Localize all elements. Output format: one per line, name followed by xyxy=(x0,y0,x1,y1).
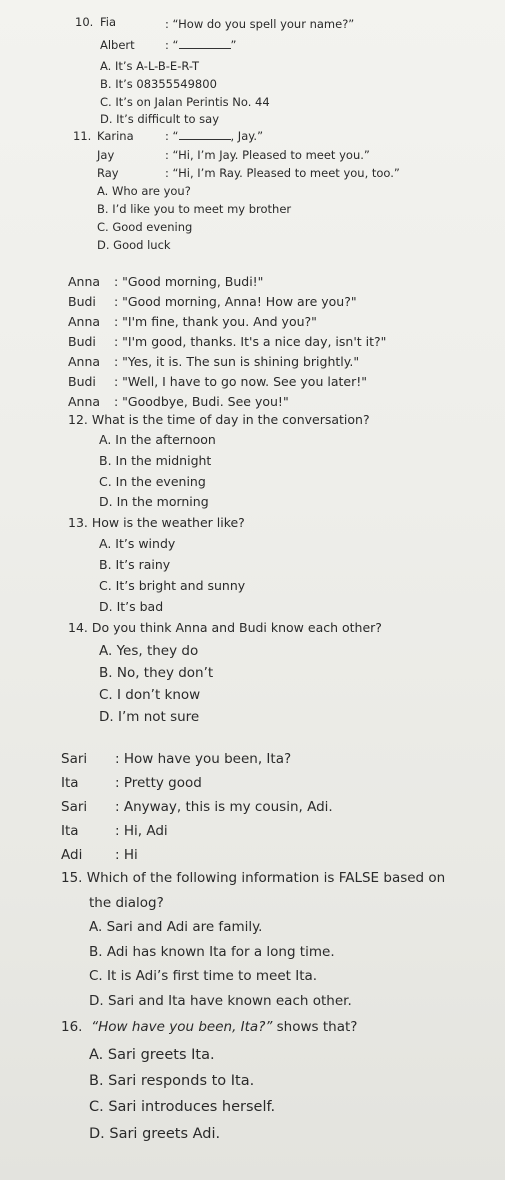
option-d: D. Good luck xyxy=(97,238,171,252)
question-text: 12. What is the time of day in the conversation? xyxy=(68,412,370,427)
speaker-label: Albert xyxy=(100,38,135,52)
speaker-label: Anna xyxy=(68,274,101,289)
dialog-line: : Pretty good xyxy=(115,775,202,791)
question-quote: “How have you been, Ita?” xyxy=(91,1019,273,1035)
question-number: 11. xyxy=(73,129,92,143)
option-a: A. Sari greets Ita. xyxy=(89,1047,215,1063)
speaker-label: Fia xyxy=(100,15,117,29)
speaker-label: Budi xyxy=(68,374,96,389)
question-text: 15. Which of the following information is FALSE based on xyxy=(61,870,446,886)
question-number: 10. xyxy=(75,15,94,29)
dialog-line-blank: : “ ” xyxy=(165,38,237,52)
dialog-line-blank: : “ , Jay.” xyxy=(165,129,264,143)
option-c: C. I don’t know xyxy=(99,687,201,703)
dialog-line: : “Hi, I’m Ray. Pleased to meet you, too.” xyxy=(165,166,400,180)
option-b: B. Adi has known Ita for a long time. xyxy=(89,944,335,960)
option-d: D. Sari greets Adi. xyxy=(89,1126,221,1142)
option-c: C. It is Adi’s first time to meet Ita. xyxy=(89,968,318,984)
speaker-label: Budi xyxy=(68,294,96,309)
speaker-label: Budi xyxy=(68,334,96,349)
speaker-label: Anna xyxy=(68,354,101,369)
option-d: D. In the morning xyxy=(99,494,209,509)
question-text: 13. How is the weather like? xyxy=(68,515,245,530)
speaker-label: Ita xyxy=(61,775,79,791)
option-d: D. It’s difficult to say xyxy=(100,112,219,126)
option-c: C. Good evening xyxy=(97,220,193,234)
question-text: 16. “How have you been, Ita?” shows that? xyxy=(61,1019,358,1035)
dialog-line: : How have you been, Ita? xyxy=(115,751,292,767)
option-a: A. Sari and Adi are family. xyxy=(89,919,263,935)
option-a: A. Yes, they do xyxy=(99,643,199,659)
option-d: D. It’s bad xyxy=(99,599,164,614)
dialog-line: : Hi, Adi xyxy=(115,823,168,839)
dialog-line: : Anyway, this is my cousin, Adi. xyxy=(115,799,333,815)
dialog-line: : "I'm fine, thank you. And you?" xyxy=(114,314,317,329)
speaker-label: Ray xyxy=(97,166,119,180)
option-a: A. In the afternoon xyxy=(99,432,216,447)
dialog-line: : "Good morning, Anna! How are you?" xyxy=(114,294,357,309)
option-c: C. Sari introduces herself. xyxy=(89,1099,276,1115)
speaker-label: Adi xyxy=(61,847,83,863)
speaker-label: Sari xyxy=(61,751,88,767)
dialog-line: : "Well, I have to go now. See you later!" xyxy=(114,374,367,389)
dialog-line: : “Hi, I’m Jay. Pleased to meet you.” xyxy=(165,148,370,162)
option-d: D. I’m not sure xyxy=(99,709,200,725)
speaker-label: Sari xyxy=(61,799,88,815)
dialog-line: : "Yes, it is. The sun is shining brightly." xyxy=(114,354,360,369)
option-a: A. Who are you? xyxy=(97,184,191,198)
speaker-label: Anna xyxy=(68,394,101,409)
answer-blank xyxy=(179,48,231,49)
dialog-line: : "Goodbye, Budi. See you!" xyxy=(114,394,289,409)
dialog-line: : Hi xyxy=(115,847,138,863)
speaker-label: Karina xyxy=(97,129,134,143)
option-b: B. It’s rainy xyxy=(99,557,171,572)
dialog-line: : "I'm good, thanks. It's a nice day, isn't it?" xyxy=(114,334,387,349)
option-c: C. It’s on Jalan Perintis No. 44 xyxy=(100,95,270,109)
option-a: A. It’s windy xyxy=(99,536,176,551)
dialog-line: : "Good morning, Budi!" xyxy=(114,274,264,289)
dialog-line: : “How do you spell your name?” xyxy=(165,17,355,31)
question-text: 14. Do you think Anna and Budi know each other? xyxy=(68,620,382,635)
option-b: B. No, they don’t xyxy=(99,665,214,681)
option-b: B. Sari responds to Ita. xyxy=(89,1073,255,1089)
option-d: D. Sari and Ita have known each other. xyxy=(89,993,352,1009)
answer-blank xyxy=(179,139,231,140)
option-a: A. It’s A-L-B-E-R-T xyxy=(100,59,199,73)
option-b: B. In the midnight xyxy=(99,453,212,468)
speaker-label: Jay xyxy=(97,148,115,162)
question-text-continued: the dialog? xyxy=(89,895,164,911)
option-b: B. I’d like you to meet my brother xyxy=(97,202,292,216)
option-c: C. In the evening xyxy=(99,474,206,489)
option-b: B. It’s 08355549800 xyxy=(100,77,217,91)
option-c: C. It’s bright and sunny xyxy=(99,578,246,593)
speaker-label: Anna xyxy=(68,314,101,329)
speaker-label: Ita xyxy=(61,823,79,839)
